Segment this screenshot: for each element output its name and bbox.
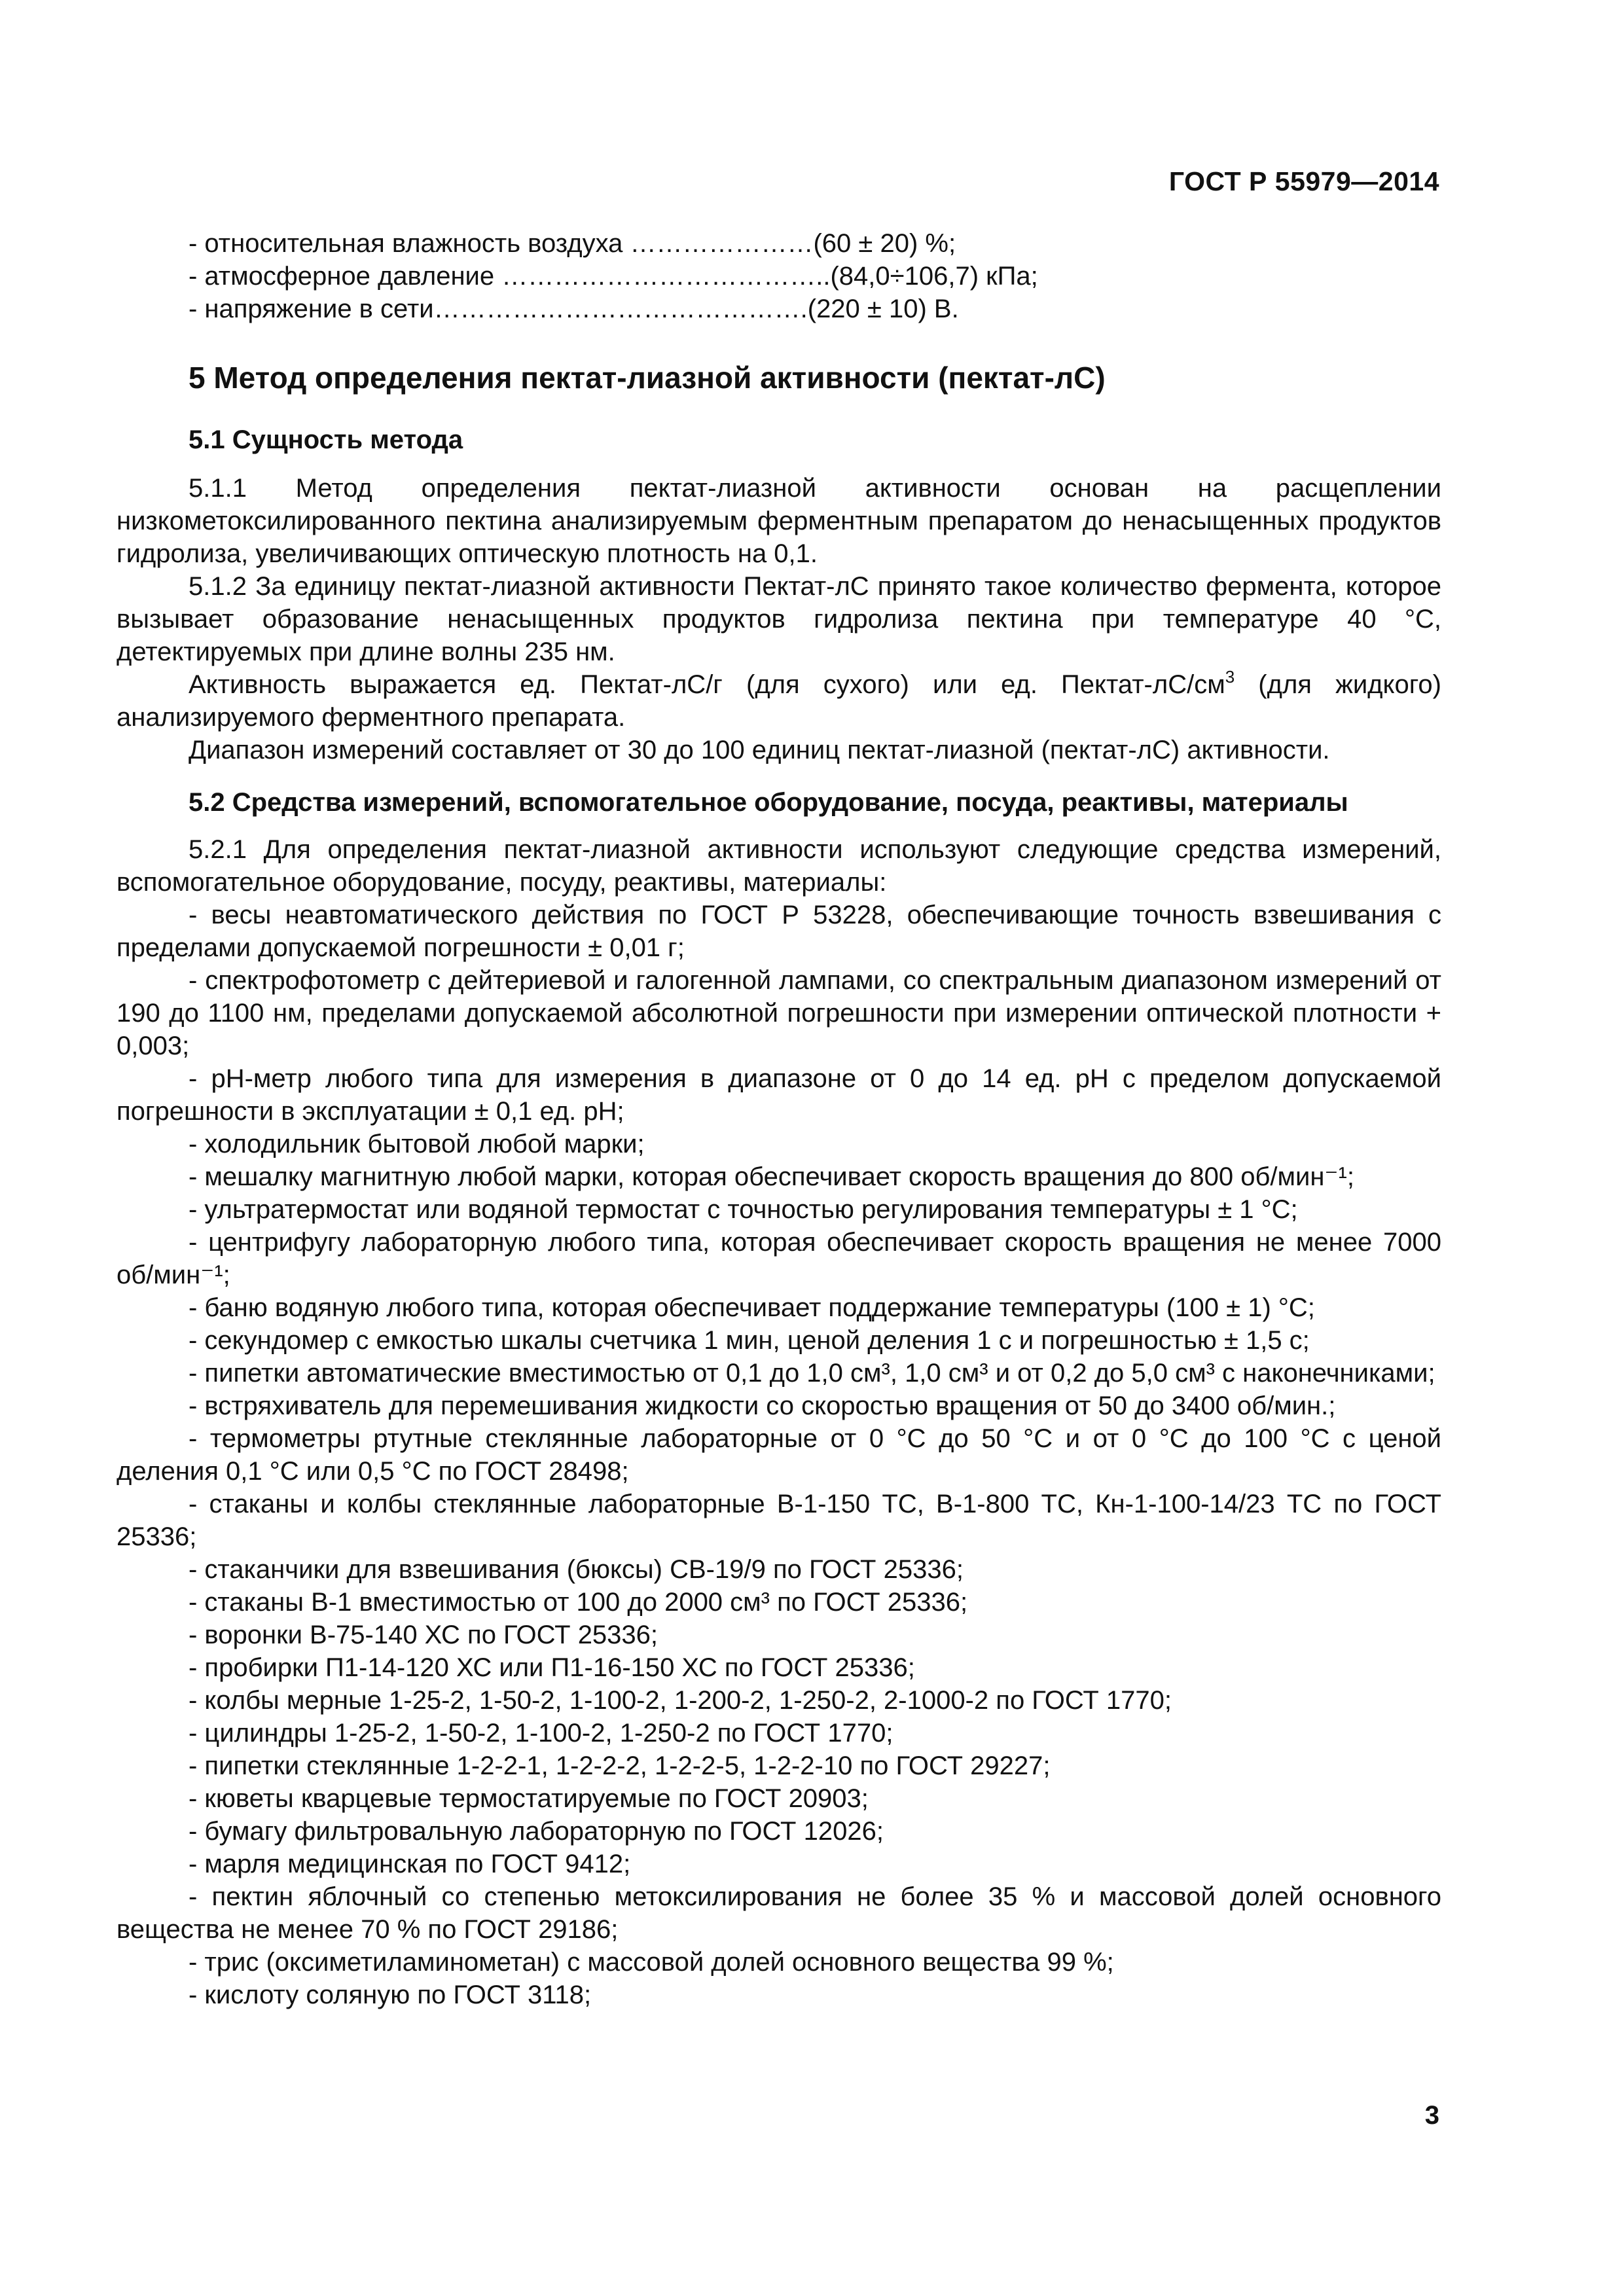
equipment-list-item: - кислоту соляную по ГОСТ 3118; xyxy=(189,1981,592,2009)
equipment-list-item: - цилиндры 1-25-2, 1-50-2, 1-100-2, 1-250-2 по ГОСТ 1770; xyxy=(189,1719,893,1748)
section-5-1-heading: 5.1 Сущность метода xyxy=(189,425,463,454)
equipment-list-item: - кюветы кварцевые термостатируемые по ГОСТ 20903; xyxy=(189,1784,869,1813)
paragraph-5-1-1: 5.1.1 Метод определения пектат-лиазной активности основан на расщеплении низкометоксилированного пектина анализируемым ферментным препаратом до ненасыщенных продуктов гидролиза, увеличивающих оптическую плотность на 0,1. xyxy=(117,474,1441,568)
equipment-list-item: - встряхиватель для перемешивания жидкости со скоростью вращения от 50 до 3400 об/мин.; xyxy=(189,1391,1336,1420)
section-5-heading: 5 Метод определения пектат-лиазной активности (пектат-лС) xyxy=(189,361,1106,395)
conditions-list xyxy=(117,227,1441,325)
equipment-list-item: - трис (оксиметиламинометан) с массовой долей основного вещества 99 %; xyxy=(189,1948,1114,1977)
activity-text-b: (для жидкого) анализируемого ферментного препарата. xyxy=(117,670,1441,732)
condition-pressure: - атмосферное давление ………………………………..(84,0÷106,7) кПа; xyxy=(189,262,1038,291)
equipment-list-item: - центрифугу лабораторную любого типа, которая обеспечивает скорость вращения не менее 7000 об/мин⁻¹; xyxy=(117,1228,1441,1289)
section-5-2-heading: 5.2 Средства измерений, вспомогательное оборудование, посуда, реактивы, материалы xyxy=(189,788,1348,817)
equipment-list-item: - спектрофотометр с дейтериевой и галогенной лампами, со спектральным диапазоном измерений от 190 до 1100 нм, пределами допускаемой абсолютной погрешности при измерении оптической плотности + 0,003; xyxy=(117,966,1441,1060)
page-number: 3 xyxy=(1424,2101,1439,2130)
equipment-list-item: - пипетки стеклянные 1-2-2-1, 1-2-2-2, 1-2-2-5, 1-2-2-10 по ГОСТ 29227; xyxy=(189,1751,1051,1780)
equipment-list-item: - пробирки П1-14-120 ХС или П1-16-150 ХС по ГОСТ 25336; xyxy=(189,1653,915,1682)
standard-designation: ГОСТ Р 55979—2014 xyxy=(1168,166,1439,196)
equipment-list xyxy=(117,899,1441,2011)
equipment-list-item: - холодильник бытовой любой марки; xyxy=(189,1130,645,1158)
condition-voltage: - напряжение в сети…………………………………….(220 ± 10) В. xyxy=(189,295,959,323)
paragraph-activity xyxy=(117,668,1441,734)
equipment-list-item: - термометры ртутные стеклянные лабораторные от 0 °С до 50 °С и от 0 °С до 100 °С с ценой деления 0,1 °С или 0,5 °С по ГОСТ 28498; xyxy=(117,1424,1441,1486)
equipment-list-item: - пектин яблочный со степенью метоксилирования не более 35 % и массовой долей основного вещества не менее 70 % по ГОСТ 29186; xyxy=(117,1882,1441,1944)
equipment-list-item: - стаканы и колбы стеклянные лабораторные В-1-150 ТС, В-1-800 ТС, Кн-1-100-14/23 ТС по ГОСТ 25336; xyxy=(117,1490,1441,1551)
equipment-list-item: - бумагу фильтровальную лабораторную по ГОСТ 12026; xyxy=(189,1817,884,1846)
condition-humidity: - относительная влажность воздуха …………………(60 ± 20) %; xyxy=(189,229,956,258)
equipment-list-item: - ультратермостат или водяной термостат с точностью регулирования температуры ± 1 °С; xyxy=(189,1195,1298,1224)
equipment-list-item: - колбы мерные 1-25-2, 1-50-2, 1-100-2, 1-200-2, 1-250-2, 2-1000-2 по ГОСТ 1770; xyxy=(189,1686,1172,1715)
equipment-list-item: - секундомер с емкостью шкалы счетчика 1 мин, ценой деления 1 с и погрешностью ± 1,5 с; xyxy=(189,1326,1310,1355)
paragraph-5-2-1: 5.2.1 Для определения пектат-лиазной активности используют следующие средства измерений, вспомогательное оборудование, посуду, реактивы, материалы: xyxy=(117,835,1441,897)
equipment-list-item: - стаканчики для взвешивания (бюксы) СВ-19/9 по ГОСТ 25336; xyxy=(189,1555,964,1584)
equipment-list-item: - баню водяную любого типа, которая обеспечивает поддержание температуры (100 ± 1) °С; xyxy=(189,1293,1315,1322)
equipment-list-item: - мешалку магнитную любой марки, которая обеспечивает скорость вращения до 800 об/мин⁻¹; xyxy=(189,1162,1354,1191)
equipment-list-item: - стаканы В-1 вместимостью от 100 до 2000 см³ по ГОСТ 25336; xyxy=(189,1588,968,1617)
paragraph-5-1-2: 5.1.2 За единицу пектат-лиазной активности Пектат-лС принято такое количество фермента, которое вызывает образование ненасыщенных продуктов гидролиза пектина при температуре 40 °С, детектируемых при длине волны 235 нм. xyxy=(117,572,1441,666)
equipment-list-item: - рН-метр любого типа для измерения в диапазоне от 0 до 14 ед. рН с пределом допускаемой погрешности в эксплуатации ± 0,1 ед. рН; xyxy=(117,1064,1441,1126)
activity-text-a: Активность выражается ед. Пектат-лС/г (для сухого) или ед. Пектат-лС/см xyxy=(189,670,1225,699)
equipment-list-item: - воронки В-75-140 ХС по ГОСТ 25336; xyxy=(189,1621,659,1649)
equipment-list-item: - пипетки автоматические вместимостью от 0,1 до 1,0 см³, 1,0 см³ и от 0,2 до 5,0 см³ с наконечниками; xyxy=(189,1359,1435,1388)
equipment-list-item: - марля медицинская по ГОСТ 9412; xyxy=(189,1850,631,1878)
equipment-list-item: - весы неавтоматического действия по ГОСТ Р 53228, обеспечивающие точность взвешивания с пределами допускаемой погрешности ± 0,01 г; xyxy=(117,901,1441,962)
paragraph-range: Диапазон измерений составляет от 30 до 100 единиц пектат-лиазной (пектат-лС) активности. xyxy=(189,736,1330,764)
activity-superscript: 3 xyxy=(1225,667,1235,687)
page-content xyxy=(117,227,1441,2011)
